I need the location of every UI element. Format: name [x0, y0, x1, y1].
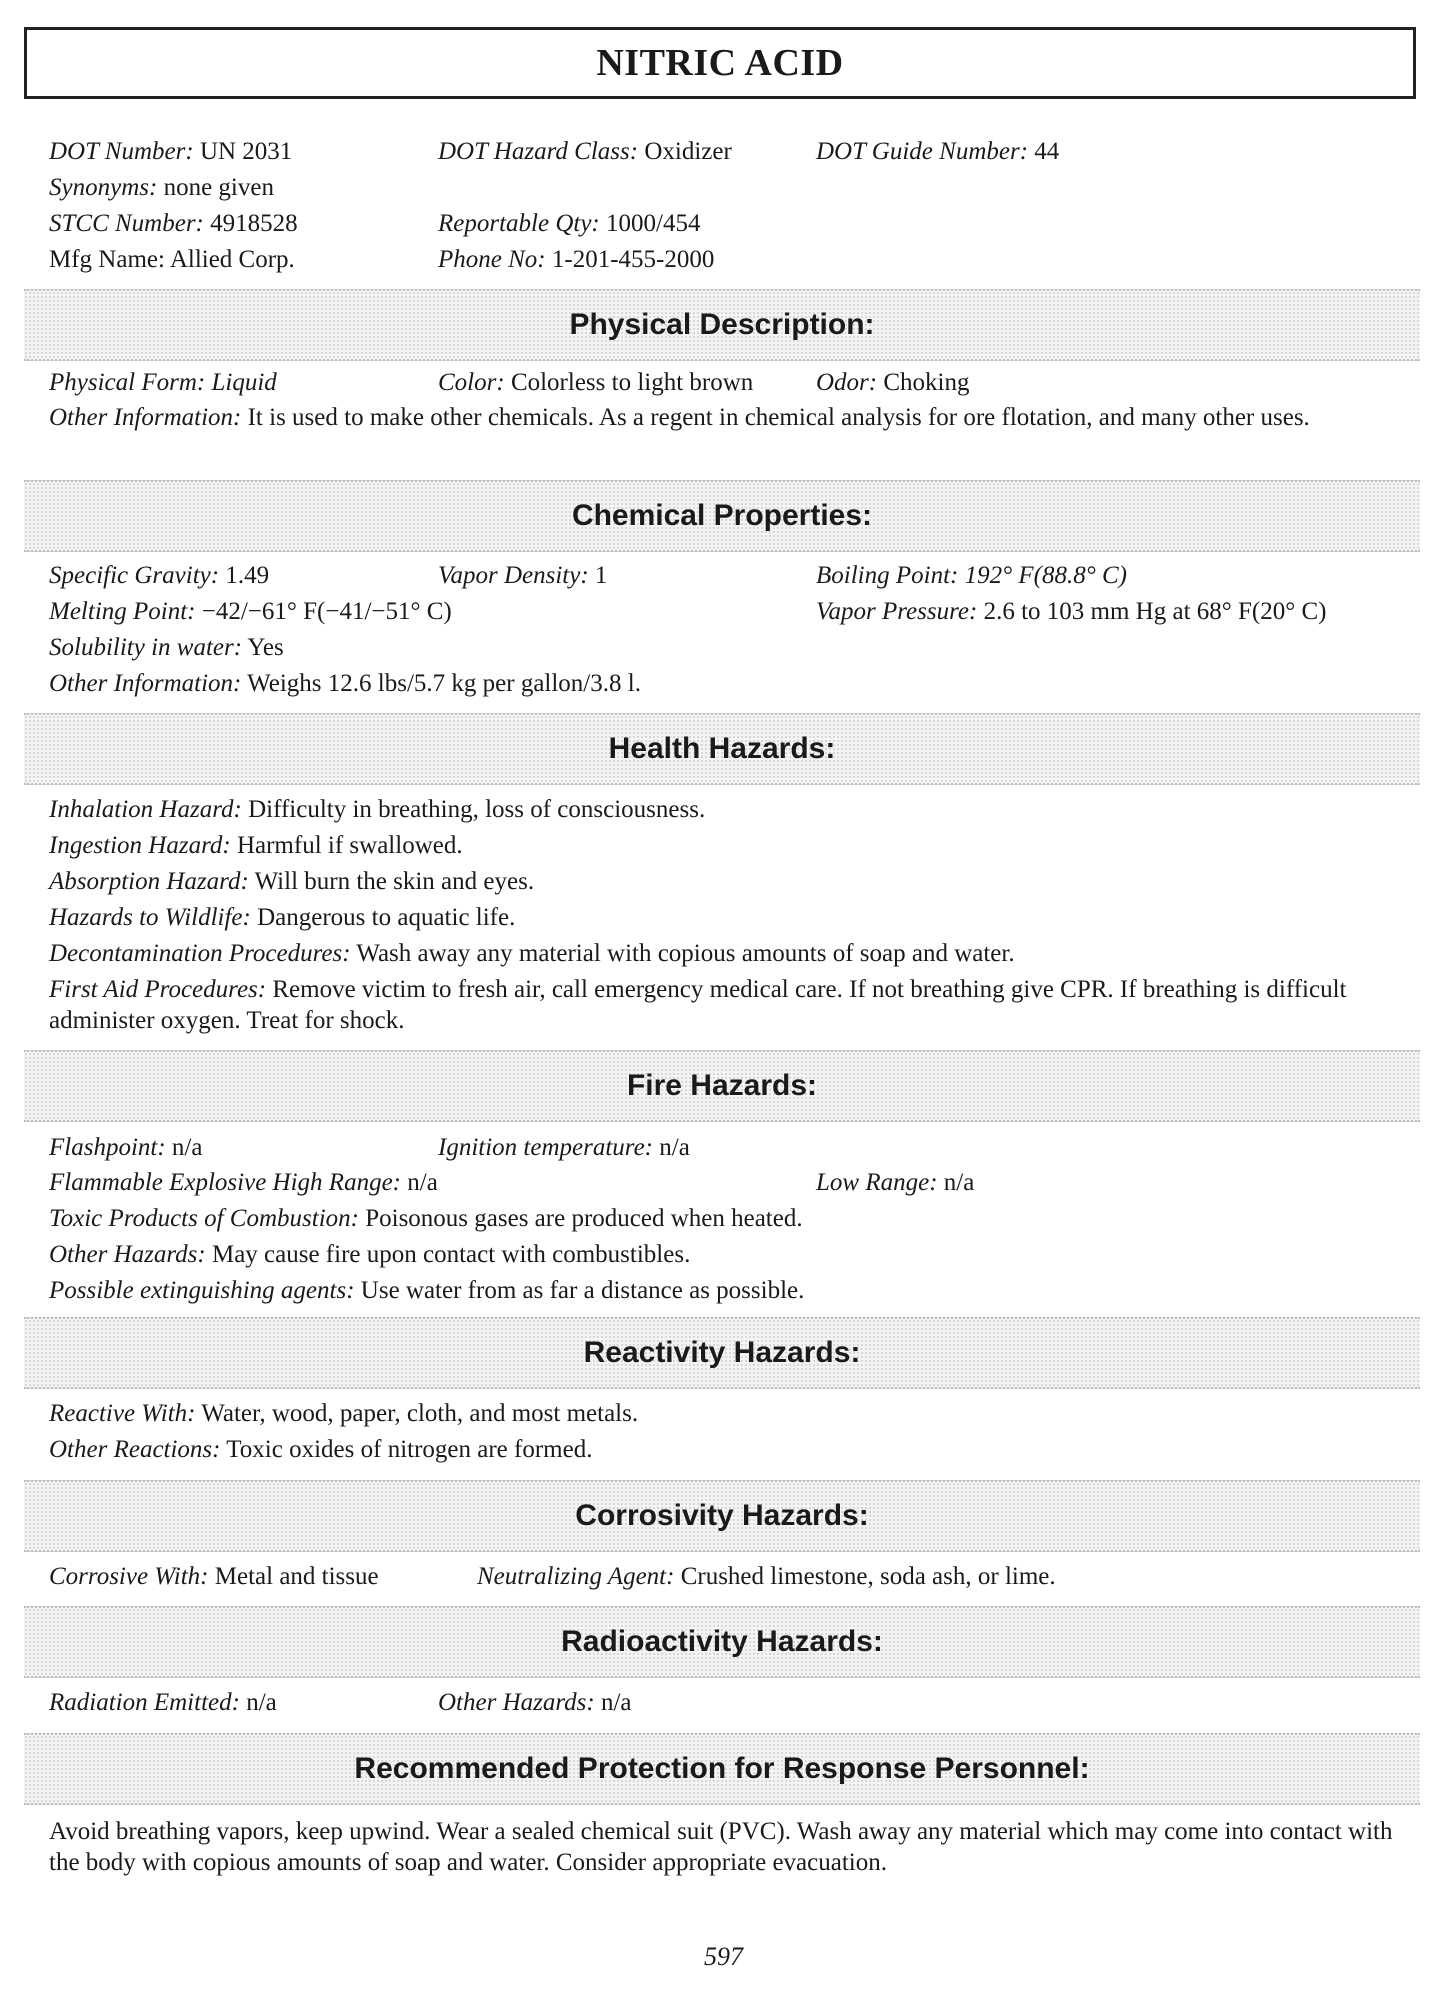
- neutralizing-agent: Neutralizing Agent: Crushed limestone, soda ash, or lime.: [477, 1563, 1056, 1590]
- reportable-qty: Reportable Qty: 1000/454: [438, 210, 701, 237]
- dot-hazard-class: DOT Hazard Class: Oxidizer: [438, 138, 732, 165]
- phone-number: Phone No: 1-201-455-2000: [438, 246, 715, 273]
- physical-other-info: Other Information: It is used to make other chemicals. As a regent in chemical analysis for ore flotation, and many other uses.: [49, 404, 1310, 431]
- vapor-density: Vapor Density: 1: [438, 562, 608, 589]
- radiation-emitted: Radiation Emitted: n/a: [49, 1689, 277, 1716]
- page-number: 597: [704, 1942, 743, 1971]
- odor: Odor: Choking: [816, 369, 970, 396]
- protection-text: Avoid breathing vapors, keep upwind. Wear a sealed chemical suit (PVC). Wash away any material which may come into contact with the body with copious amounts of soap and water. Consider appropriate evacuation.: [49, 1818, 1393, 1876]
- reactive-with: Reactive With: Water, wood, paper, cloth, and most metals.: [49, 1400, 639, 1427]
- section-header-physical: Physical Description:: [24, 289, 1420, 361]
- wildlife-hazard: Hazards to Wildlife: Dangerous to aquatic life.: [49, 904, 516, 931]
- melting-point: Melting Point: −42/−61° F(−41/−51° C): [49, 598, 452, 625]
- low-range: Low Range: n/a: [816, 1169, 975, 1196]
- section-header-fire: Fire Hazards:: [24, 1050, 1420, 1122]
- flashpoint: Flashpoint: n/a: [49, 1134, 203, 1161]
- specific-gravity: Specific Gravity: 1.49: [49, 562, 270, 589]
- other-reactions: Other Reactions: Toxic oxides of nitrogen are formed.: [49, 1436, 593, 1463]
- ingestion-hazard: Ingestion Hazard: Harmful if swallowed.: [49, 832, 463, 859]
- color: Color: Colorless to light brown: [438, 369, 754, 396]
- section-header-radioactivity: Radioactivity Hazards:: [24, 1606, 1420, 1678]
- section-header-chemical: Chemical Properties:: [24, 480, 1420, 552]
- chemical-other-info: Other Information: Weighs 12.6 lbs/5.7 kg per gallon/3.8 l.: [49, 670, 641, 697]
- radioactivity-other-hazards: Other Hazards: n/a: [438, 1689, 632, 1716]
- fire-other-hazards: Other Hazards: May cause fire upon contact with combustibles.: [49, 1241, 691, 1268]
- section-header-corrosivity: Corrosivity Hazards:: [24, 1480, 1420, 1552]
- mfg-name: Mfg Name: Allied Corp.: [49, 246, 295, 273]
- document-title: NITRIC ACID: [24, 27, 1416, 99]
- dot-guide-number: DOT Guide Number: 44: [816, 138, 1060, 165]
- inhalation-hazard: Inhalation Hazard: Difficulty in breathing, loss of consciousness.: [49, 796, 706, 823]
- corrosive-with: Corrosive With: Metal and tissue: [49, 1563, 379, 1590]
- extinguishing-agents: Possible extinguishing agents: Use water from as far a distance as possible.: [49, 1277, 805, 1304]
- toxic-products: Toxic Products of Combustion: Poisonous gases are produced when heated.: [49, 1205, 803, 1232]
- section-header-protection: Recommended Protection for Response Personnel:: [24, 1733, 1420, 1805]
- absorption-hazard: Absorption Hazard: Will burn the skin and eyes.: [49, 868, 535, 895]
- dot-number: DOT Number: UN 2031: [49, 138, 293, 165]
- boiling-point: Boiling Point: 192° F(88.8° C): [816, 562, 1127, 589]
- synonyms: Synonyms: none given: [49, 174, 274, 201]
- decontamination-procedures: Decontamination Procedures: Wash away any material with copious amounts of soap and water.: [49, 940, 1015, 967]
- vapor-pressure: Vapor Pressure: 2.6 to 103 mm Hg at 68° F(20° C): [816, 598, 1327, 625]
- physical-form: Physical Form: Liquid: [49, 369, 277, 396]
- ignition-temperature: Ignition temperature: n/a: [438, 1134, 690, 1161]
- stcc-number: STCC Number: 4918528: [49, 210, 298, 237]
- section-header-reactivity: Reactivity Hazards:: [24, 1317, 1420, 1389]
- flammable-high-range: Flammable Explosive High Range: n/a: [49, 1169, 438, 1196]
- first-aid-procedures: First Aid Procedures: Remove victim to fresh air, call emergency medical care. If not breathing give CPR. If breathing is difficult administer oxygen. Treat for shock.: [49, 976, 1347, 1034]
- solubility: Solubility in water: Yes: [49, 634, 284, 661]
- section-header-health: Health Hazards:: [24, 713, 1420, 785]
